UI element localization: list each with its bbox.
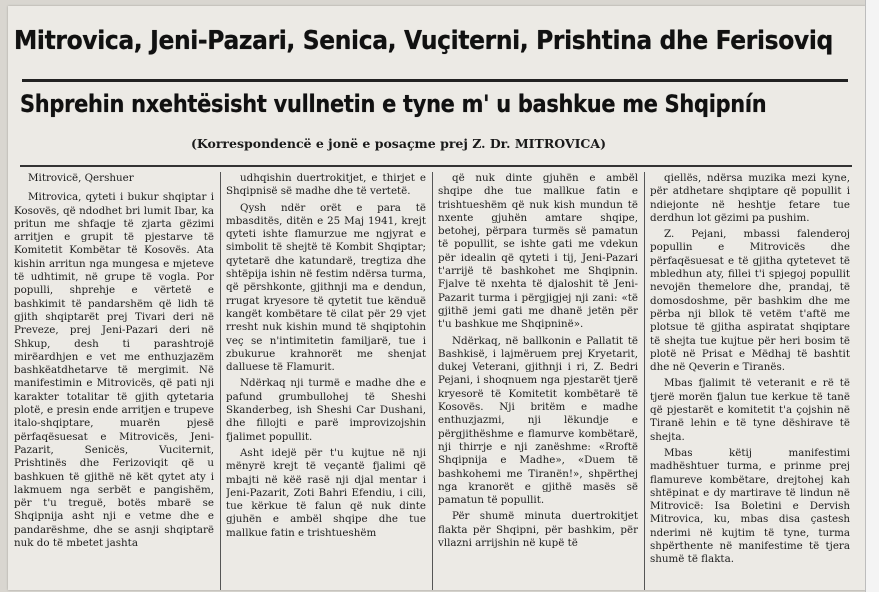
byline-rule — [20, 165, 852, 167]
column-3-paragraph-1: që nuk dinte gjuhën e ambël shqipe dhe tue mallkue fatin e trishtueshëm që nuk kish mundun të nxente gjuhën amtare shqipe, betohej, përpara turmës së pamatun të popullit, se ishte gati me vdekun për idealin që qyteti i tij, Jeni-Pazari t'arrijë të bashkohet me Shqipnin. Fjalve të nxehta të djaloshit të Jeni-Pazarit turma i përgjigjej nji zani: «të gjithë jemi gati me dhanë jetën për t'u bashkue me Shqipninë». — [438, 172, 638, 331]
article-subheadline: Shprehin nxehtësisht vullnetin e tyne m' u bashkue me Shqipnín — [20, 90, 767, 118]
newspaper-page — [8, 6, 866, 590]
column-4-paragraph-4: Mbas këtij manifestimi madhështuer turma, e prinme prej flamureve kombëtare, drejtohej kah shtëpinat e dy martirave të lindun në Mitrovicë: Isa Boletini e Dervish Mitrovica, ku, mbas disa çastesh nderimi në kujtim të tyne, turma shpërthente në manifestime të tjera shumë të flakta. — [650, 446, 850, 566]
article-column-2 — [226, 172, 426, 590]
article-column-1 — [14, 172, 214, 590]
article-byline: (Korrespondencë e jonë e posaçme prej Z. Dr. MITROVICA) — [191, 136, 606, 151]
column-2-paragraph-2: Qysh ndër orët e para të mbasditës, ditën e 25 Maj 1941, krejt qyteti ishte flamurzue me ngjyrat e simbolit të shejtë të Kombit Shqiptar; qytetarë dhe katundarë, tregtiza dhe shtëpija ishin në festim ndërsa turma, që përshkonte, gjithnji ma e dendun, rrugat kryesore të qytetit tue kënduë kangët kombëtare të cilat për 29 vjet rresht nuk kishin mund të shqiptohin veç se n'intimitetin familjarë, tue i zbukurue krahnorët me shenjat dalluese të Flamurit. — [226, 201, 426, 374]
column-divider-1 — [220, 172, 221, 590]
column-3-paragraph-2: Ndërkaq, në ballkonin e Pallatit të Bashkisë, i lajmëruem prej Kryetarit, dukej Veterani, gjithnji i ri, Z. Bedri Pejani, i shoqnuem nga pjestarët tjerë kryesorë të Komitetit kombëtarë të Kosovës. Nji britëm e madhe enthuzjazmi, nji lëkundje e përgjithëshme e flamurve kombëtarë, nji thirrje e nji zanëshme: «Rroftë Shqipnija e Madhe», «Duem të bashkohemi me Tiranën!», shpërthej nga kranorët e gjithë masës së pamatun të popullit. — [438, 334, 638, 507]
article-column-4 — [650, 172, 850, 590]
article-column-3 — [438, 172, 638, 590]
headline-rule — [22, 79, 848, 82]
column-4-paragraph-3: Mbas fjalimit të veteranit e rë të tjerë morën fjalun tue kerkue të tanë që pjestarët e komitetit t'a çojshin në Tiranë lehin e të tyne dëshirave të shejta. — [650, 377, 850, 443]
article-headline: Mitrovica, Jeni-Pazari, Senica, Vuçiterni, Prishtina dhe Ferisoviq — [14, 26, 833, 56]
column-2-paragraph-3: Ndërkaq nji turmë e madhe dhe e pafund grumbullohej të Sheshi Skanderbeg, ish Sheshi Car Dushani, dhe fillojti e parë improvizojshin fjalimet popullit. — [226, 377, 426, 443]
column-3-paragraph-3: Për shumë minuta duertrokitjet flakta për Shqipni, për bashkim, për vllazni arrijshin në kupë të — [438, 510, 638, 550]
column-1-paragraph-1: Mitrovica, qyteti i bukur shqiptar i Kosovës, që ndodhet bri lumit Ibar, ka pritun me shfaqje të zjarta gëzimi arritjen e grupit të pjestarve të Komitetit Kombëtar të Kosovës. Ata kishin arritun nga mungesa e mjeteve të udhtimit, në grupe të vogla. Por populli, shprehje e vërtetë e bashkimit të pandarshëm që lidh të gjith shqiptarët prej Tivari deri në Preveze, prej Jeni-Pazari deri në Shkup, desh ti parashtrojë mirëardhjen e vet me enthuzjazëm bashkëatdhetarve të mergimit. Në manifestimin e Mitrovicës, që pati nji karakter totalitar të gjith qytetaria plotë, e presin ende arritjen e trupeve italo-shqiptare, muarën pjesë përfaqësuesat e Mitrovicës, Jeni-Pazarit, Senicës, Vuciternit, Prishtinës dhe Ferizoviqit që u bashkuen të gjithë në kët qytet aty i lakmuem nga serbët e pangishëm, për t'u treguë, botës mbarë se Shqipnija asht nji e vetme dhe e pandarëshme, dhe se asnji shqiptarë nuk do të mbetet jashta — [14, 191, 214, 550]
column-2-paragraph-1: udhqishin duertrokitjet, e thirjet e Shqipnisë së madhe dhe të vertetë. — [226, 172, 426, 198]
column-2-paragraph-4: Asht idejë për t'u kujtue në nji mënyrë krejt të veçantë fjalimi që mbajti në këë rasë nji djal mentar i Jeni-Pazarit, Zoti Bahri Efendiu, i cili, tue kërkue të falun që nuk dinte gjuhën e ambël shqipe dhe tue mallkue fatin e trishtueshëm — [226, 446, 426, 539]
column-4-paragraph-1: qiellës, ndërsa muzika mezi kyne, për atdhetare shqiptare që popullit i ndiejonte në heshtje fetare tue derdhun lot gëzimi pa pushim. — [650, 172, 850, 224]
scan-edge — [865, 0, 879, 592]
column-divider-2 — [432, 172, 433, 590]
column-divider-3 — [644, 172, 645, 590]
article-dateline: Mitrovicë, Qershuer — [28, 172, 134, 184]
column-4-paragraph-2: Z. Pejani, mbassi falenderoj popullin e Mitrovicës dhe përfaqësuesat e të gjitha qytetevet të mbledhun aty, fillei t'i spjegoj popullit nevojën themelore dhe, prandaj, të domosdoshme, për bashkim dhe me përba nji bllok të vetëm t'aftë me plotsue të gjitha aspiratat shqiptare të shejta tue kujtue për heri bosim të plotë në Prisat e Mëdhaj të bashtit dhe në Qeverin e Tiranës. — [650, 228, 850, 374]
